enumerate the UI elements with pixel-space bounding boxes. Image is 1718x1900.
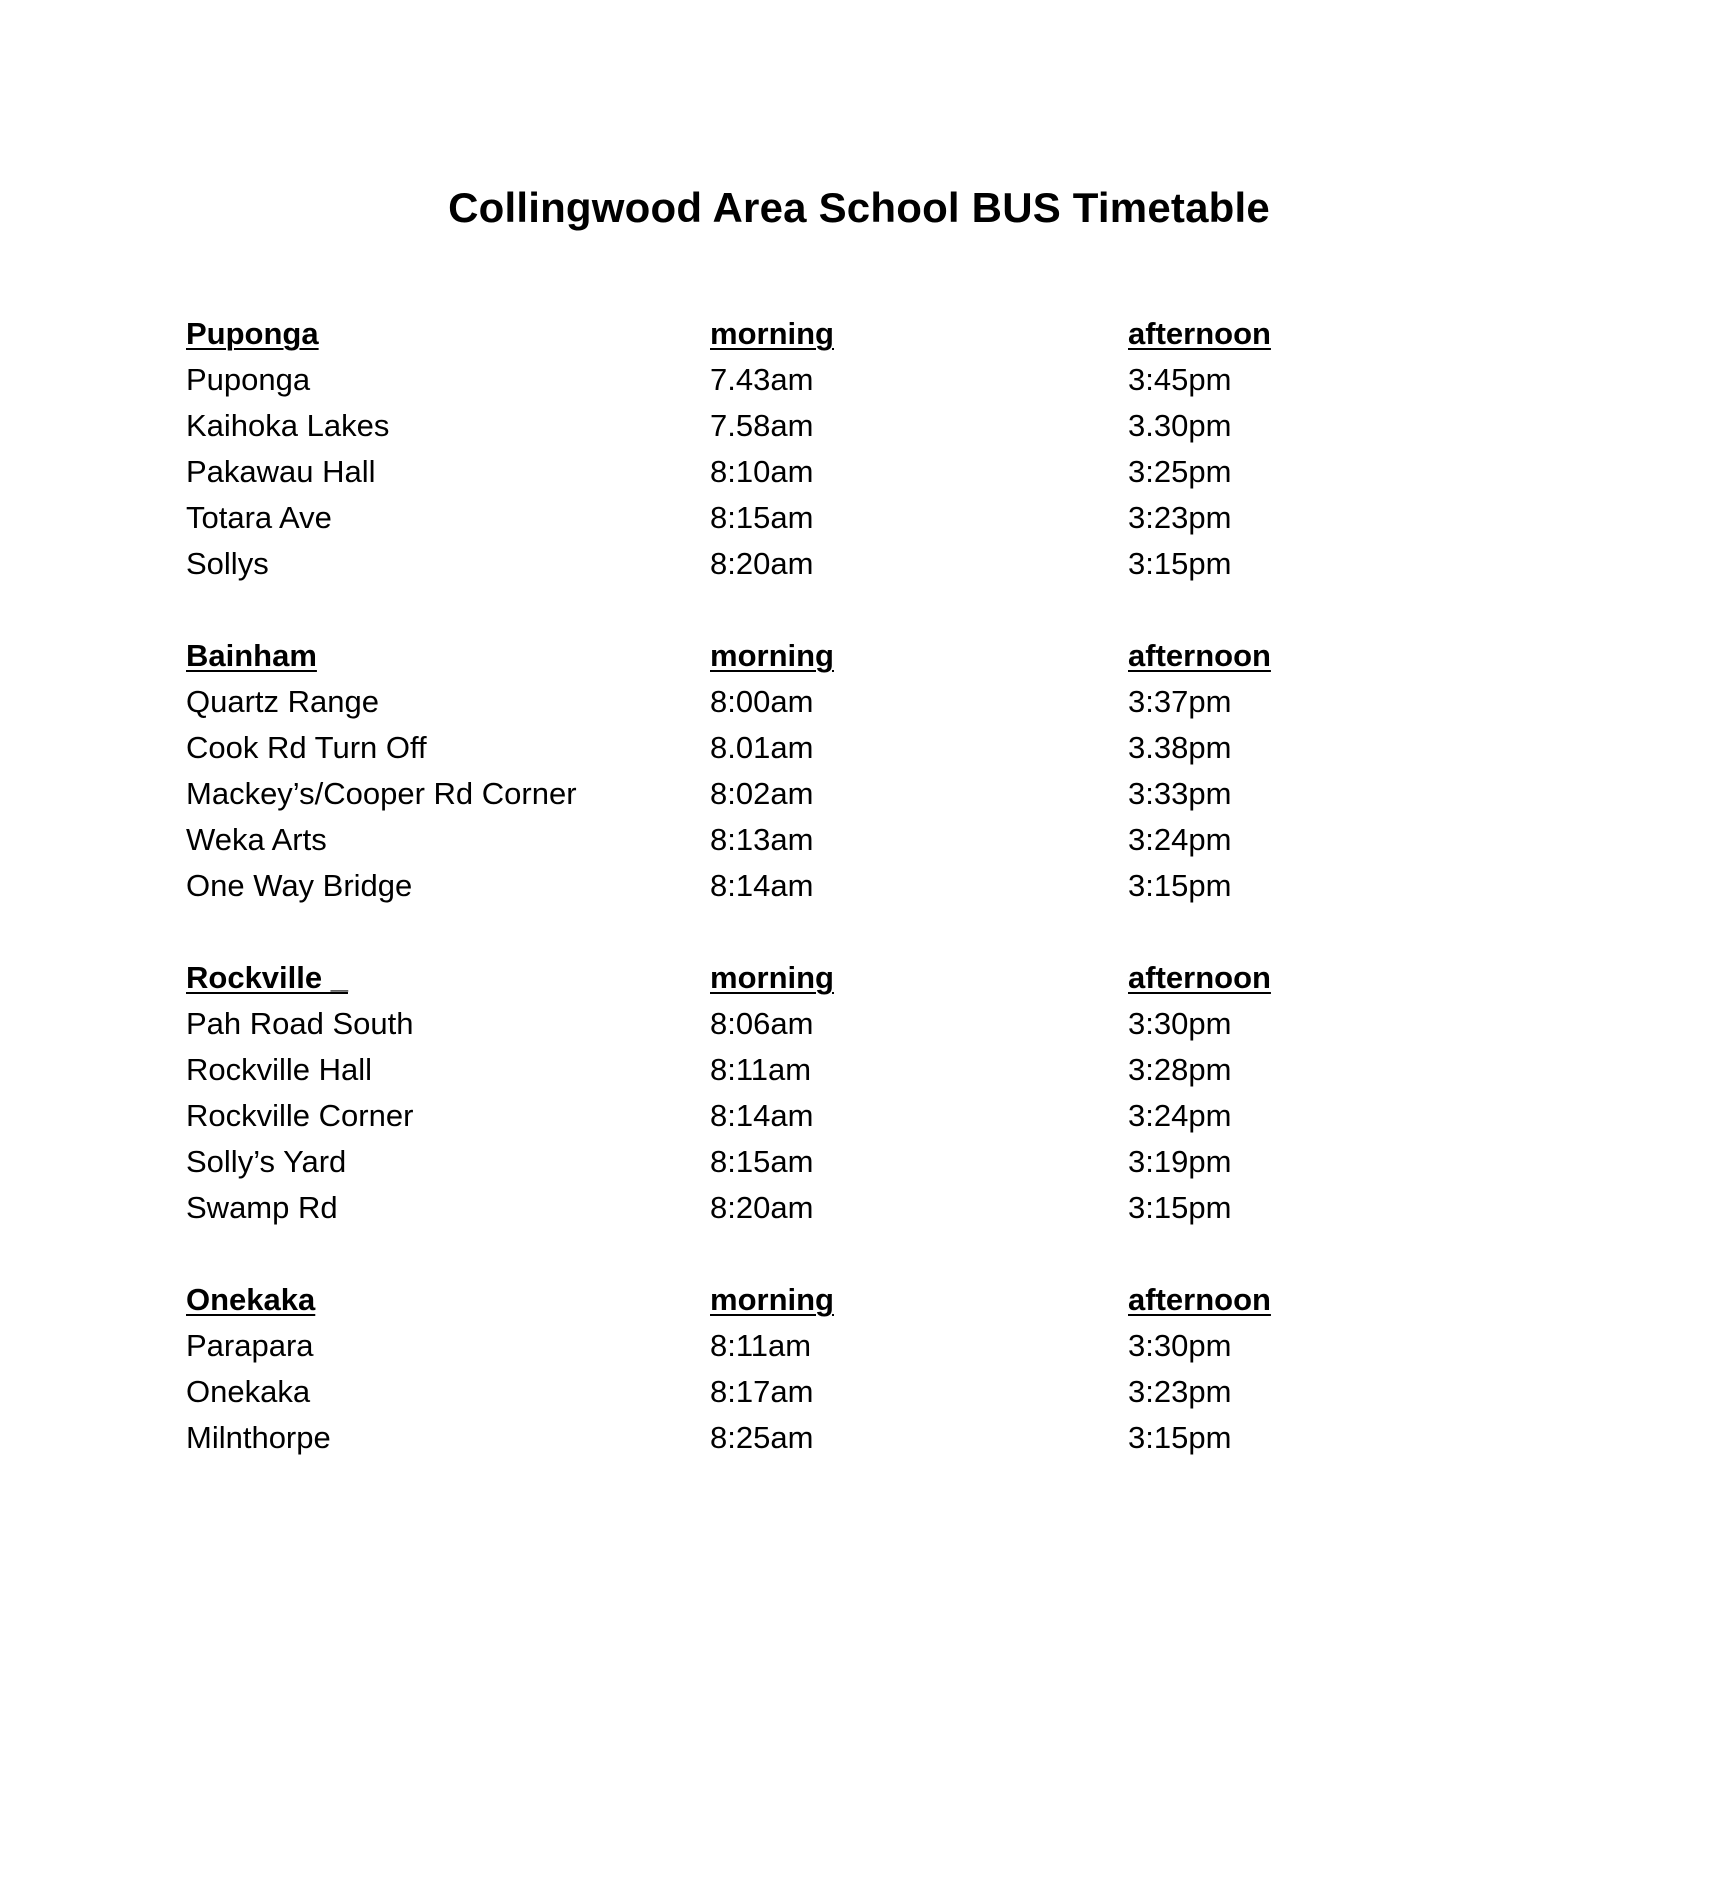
afternoon-header: afternoon [1128, 1282, 1271, 1317]
stop-row [186, 725, 1486, 771]
morning-time: 8:14am [710, 868, 814, 903]
route-section-bainham [186, 633, 1486, 909]
stop-row [186, 1047, 1486, 1093]
morning-time: 8:02am [710, 776, 814, 811]
stop-row [186, 1323, 1486, 1369]
afternoon-header: afternoon [1128, 960, 1271, 995]
afternoon-time: 3:19pm [1128, 1144, 1232, 1179]
stop-name: Totara Ave [186, 500, 332, 535]
morning-time: 8:20am [710, 546, 814, 581]
morning-header: morning [710, 638, 834, 673]
morning-time: 8:15am [710, 500, 814, 535]
route-section-puponga [186, 311, 1486, 587]
morning-time: 8:14am [710, 1098, 814, 1133]
stop-row [186, 863, 1486, 909]
morning-time: 8:06am [710, 1006, 814, 1041]
morning-header: morning [710, 1282, 834, 1317]
afternoon-time: 3:15pm [1128, 546, 1232, 581]
stop-row [186, 1369, 1486, 1415]
page-title: Collingwood Area School BUS Timetable [448, 184, 1270, 231]
stop-row [186, 817, 1486, 863]
stop-row [186, 679, 1486, 725]
morning-time: 8:13am [710, 822, 814, 857]
stop-name: Mackey’s/Cooper Rd Corner [186, 776, 577, 811]
route-name: Onekaka [186, 1282, 316, 1317]
stop-row [186, 403, 1486, 449]
route-name: Bainham [186, 638, 317, 673]
morning-header: morning [710, 316, 834, 351]
stop-row [186, 771, 1486, 817]
afternoon-time: 3:23pm [1128, 1374, 1232, 1409]
stop-row [186, 357, 1486, 403]
afternoon-time: 3.30pm [1128, 408, 1232, 443]
stop-name: Cook Rd Turn Off [186, 730, 427, 765]
stop-name: Onekaka [186, 1374, 311, 1409]
stop-row [186, 1093, 1486, 1139]
route-name: Rockville _ [186, 960, 348, 995]
afternoon-time: 3:30pm [1128, 1328, 1232, 1363]
afternoon-header: afternoon [1128, 316, 1271, 351]
stop-name: Parapara [186, 1328, 314, 1363]
route-section-onekaka [186, 1277, 1486, 1461]
stop-name: Puponga [186, 362, 311, 397]
afternoon-time: 3:15pm [1128, 1420, 1232, 1455]
morning-time: 8:15am [710, 1144, 814, 1179]
stop-name: Quartz Range [186, 684, 379, 719]
morning-time: 8.01am [710, 730, 814, 765]
stop-name: Pakawau Hall [186, 454, 376, 489]
section-header [186, 955, 1486, 1001]
afternoon-time: 3:37pm [1128, 684, 1232, 719]
afternoon-time: 3:15pm [1128, 1190, 1232, 1225]
afternoon-time: 3:45pm [1128, 362, 1232, 397]
stop-row [186, 1185, 1486, 1231]
afternoon-time: 3.38pm [1128, 730, 1232, 765]
stop-row [186, 1139, 1486, 1185]
morning-time: 8:25am [710, 1420, 814, 1455]
stop-name: Rockville Hall [186, 1052, 373, 1087]
stop-name: Swamp Rd [186, 1190, 338, 1225]
stop-name: Weka Arts [186, 822, 327, 857]
stop-name: Rockville Corner [186, 1098, 414, 1133]
section-header [186, 311, 1486, 357]
stop-row [186, 541, 1486, 587]
route-name: Puponga [186, 316, 319, 351]
route-section-rockville [186, 955, 1486, 1231]
afternoon-time: 3:15pm [1128, 868, 1232, 903]
stop-name: Sollys [186, 546, 269, 581]
stop-row [186, 1001, 1486, 1047]
morning-time: 8:10am [710, 454, 814, 489]
stop-name: Solly’s Yard [186, 1144, 347, 1179]
timetable [186, 311, 1486, 1507]
morning-time: 8:11am [710, 1328, 812, 1363]
stop-row [186, 449, 1486, 495]
afternoon-time: 3:23pm [1128, 500, 1232, 535]
afternoon-time: 3:28pm [1128, 1052, 1232, 1087]
stop-name: Milnthorpe [186, 1420, 331, 1455]
morning-header: morning [710, 960, 834, 995]
stop-name: Kaihoka Lakes [186, 408, 390, 443]
section-header [186, 633, 1486, 679]
morning-time: 8:00am [710, 684, 814, 719]
afternoon-time: 3:30pm [1128, 1006, 1232, 1041]
afternoon-time: 3:25pm [1128, 454, 1232, 489]
afternoon-time: 3:24pm [1128, 1098, 1232, 1133]
afternoon-header: afternoon [1128, 638, 1271, 673]
stop-name: One Way Bridge [186, 868, 413, 903]
stop-name: Pah Road South [186, 1006, 414, 1041]
afternoon-time: 3:33pm [1128, 776, 1232, 811]
afternoon-time: 3:24pm [1128, 822, 1232, 857]
stop-row [186, 1415, 1486, 1461]
morning-time: 8:20am [710, 1190, 814, 1225]
morning-time: 8:17am [710, 1374, 814, 1409]
morning-time: 8:11am [710, 1052, 812, 1087]
section-header [186, 1277, 1486, 1323]
morning-time: 7.58am [710, 408, 814, 443]
morning-time: 7.43am [710, 362, 814, 397]
stop-row [186, 495, 1486, 541]
